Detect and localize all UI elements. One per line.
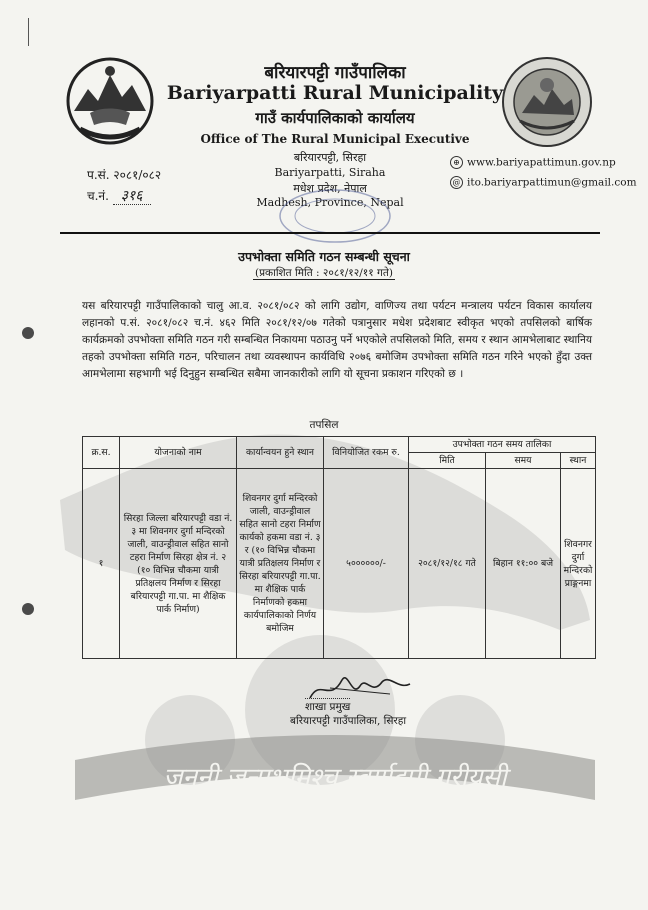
- dispatch-label: च.नं.: [87, 189, 109, 203]
- th-time: समय: [486, 453, 561, 469]
- dispatch-value: ३१६: [113, 188, 151, 205]
- cell-sn: १: [83, 469, 120, 659]
- website-line: [450, 156, 616, 169]
- th-amount: विनियोजित रकम रु.: [324, 437, 409, 469]
- office-name-en: Office of The Rural Municipal Executive: [200, 132, 470, 146]
- cell-place: शिवनगर दुर्गा मन्दिरको जाली, वाउन्ड्रीवाल सहित सानो टहरा निर्माण कार्यको हकमा वडा नं. ३ र (१० विभिन्न चौकमा यात्री प्रतिक्षलय निर्माण र सिरहा बरियारपट्टी गा.पा. मा शैक्षिक पार्क निर्माणको हकमा कार्यपालिकाको निर्णय बमोजिम: [237, 469, 324, 659]
- motto-text: जननी जन्मभूमिश्च स्वर्गादपी गरीयसी: [163, 763, 507, 793]
- cell-amount: ५००००००/-: [324, 469, 409, 659]
- margin-mark: [28, 18, 29, 46]
- punch-hole-bottom: [22, 603, 34, 615]
- th-date: मिति: [409, 453, 486, 469]
- notice-date: [0, 266, 648, 280]
- signatory-title: शाखा प्रमुख: [305, 698, 350, 714]
- cell-time: बिहान ११:०० बजे: [486, 469, 561, 659]
- address-ne: बरियारपट्टी, सिरहा: [293, 151, 367, 164]
- office-name-ne: गाउँ कार्यपालिकाको कार्यालय: [255, 109, 415, 127]
- schedule-table: [82, 436, 596, 659]
- signatory-org: बरियारपट्टी गाउँपालिका, सिरहा: [290, 715, 407, 727]
- tapsil-heading: तपसिल: [309, 419, 339, 431]
- province-ne: मधेश प्रदेश, नेपाल: [293, 182, 367, 195]
- notice-title: उपभोक्ता समिति गठन सम्बन्धी सूचना: [238, 249, 410, 264]
- th-name: योजनाको नाम: [120, 437, 237, 469]
- cell-date: २०८१/१२/१८ गते: [409, 469, 486, 659]
- th-place: कार्यान्वयन हुने स्थान: [237, 437, 324, 469]
- cell-name: सिरहा जिल्ला बरियारपट्टी वडा नं. ३ मा शिवनगर दुर्गा मन्दिरको जाली, वाउन्ड्रीवाल सहित सानो टहरा निर्माण सिरहा क्षेत्र नं. २ (१० विभिन्न चौकमा यात्री प्रतिक्षलय निर्माण र सिरहा बरियारपट्टी गा.पा. मा शैक्षिक पार्क निर्माण): [120, 469, 237, 659]
- municipality-name-en: Bariyarpatti Rural Municipality: [166, 82, 504, 104]
- dispatch-number: [87, 186, 151, 205]
- notice-body: यस बरियारपट्टी गाउँपालिकाको चालु आ.व. २०८१/०८२ को लागि उद्योग, वाणिज्य तथा पर्यटन मन्त्रालय पर्यटन विकास कार्यालय लहानको प.सं. २०८१/०८२ च.नं. ४६२ मिति २०८१/१२/०७ गतेको पत्रानुसार मधेश प्रदेशबाट स्वीकृत भएको तपसिलको बार्षिक कार्यक्रमको उपभोक्ता समिति गठन गरी सम्बन्धित निकायमा पठाउनु पर्ने भएकोले तपसिलको मिति, समय र स्थान आमभेलाबाट स्थानिय तहको उपभोक्ता समिति गठन, परिचालन तथा व्यवस्थापन कार्यविधि २०७६ बमोजिम उपभोक्ता समिति गठन गरिने भएको हुँदा उक्त आमभेलामा सहभागी भई दिनुहुन सम्बन्धित सबैमा जानकारीको लागि यो सूचना प्रकाशन गरिएको छ ।: [82, 300, 592, 380]
- website-text: www.bariyapattimun.gov.np: [467, 156, 616, 169]
- motto-banner-watermark: [75, 720, 595, 810]
- email-text: ito.bariyarpattimun@gmail.com: [467, 176, 637, 189]
- email-line: [450, 176, 637, 189]
- notice-date-text: (प्रकाशित मिति : २०८१/१२/११ गते): [254, 267, 394, 279]
- ref-number: प.सं. २०८१/०८२: [87, 168, 162, 182]
- province-en: Madhesh, Province, Nepal: [256, 196, 404, 209]
- email-icon: @: [450, 176, 463, 189]
- header-divider: [60, 232, 600, 234]
- th-sn: क्र.स.: [83, 437, 120, 469]
- table-header-row: [83, 437, 596, 453]
- punch-hole-top: [22, 327, 34, 339]
- nepal-emblem-logo: [60, 55, 160, 147]
- municipality-name-ne: बरियारपट्टी गाउँपालिका: [264, 63, 406, 83]
- globe-icon: ⊕: [450, 156, 463, 169]
- th-venue: स्थान: [561, 453, 596, 469]
- cell-venue: शिवनगर दुर्गा मन्दिरको प्राङ्गनमा: [561, 469, 596, 659]
- th-schedule: उपभोक्ता गठन समय तालिका: [409, 437, 596, 453]
- office-stamp: [270, 186, 400, 244]
- table-row: [83, 469, 596, 659]
- address-en: Bariyarpatti, Siraha: [274, 166, 386, 179]
